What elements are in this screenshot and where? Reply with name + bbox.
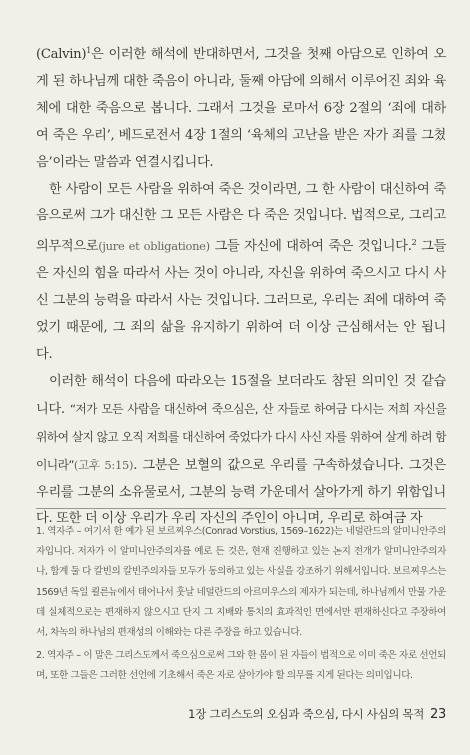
- main-text: [36, 38, 446, 533]
- scripture-reference: (고후 5:15): [73, 457, 134, 472]
- footnote-divider: [36, 508, 446, 509]
- running-footer: [150, 706, 446, 722]
- paragraph-1: [36, 38, 446, 177]
- chapter-title: 1장 그리스도의 오심과 죽으심, 다시 사심의 목적: [188, 707, 425, 721]
- p3-text-a: 이러한 해석이 다음에 따라오는 15절을 보더라도 참된 의미인 것 같습니다.: [36, 373, 446, 417]
- p2-text-b: 그들 자신에 대하여 죽은 것입니다.: [209, 239, 412, 255]
- scripture-quote: “저가 모든 사람을 대신하여 죽으심은, 산 자들로 하여금 다시는 저희 자신을 위하여 살지 않고 오직 저희를 대신하여 죽었다가 다시 사신 자를 위하여 살게 하려 함이니라”: [36, 401, 446, 472]
- p2-text-a: 한 사람이 모든 사람을 위하여 죽은 것이라면, 그 한 사람이 대신하여 죽음으로써 그가 대신한 그 모든 사람은 다 죽은 것입니다. 법적으로, 그리고 의무적으로: [36, 181, 446, 255]
- p1-text-b: 은 이러한 해석에 반대하면서, 그것을 첫째 아담으로 인하여 오게 된 하나님께 대한 죽음이 아니라, 둘째 아담에 의해서 이루어진 죄와 육체에 대한 죽음으로 봅니다. 그래서 그것을 로마서 6장 2절의 ‘죄에 대하여 죽은 우리’, 베드로전서 4장 1절의 ‘육체의 고난을 받은 자가 죄를 그쳤음’이라는 말씀과 연결시킵니다.: [36, 47, 446, 170]
- footnote-1: 1. 역자주 – 여기서 한 예가 된 보르찌우스(Conrad Vorstius, 1569–1622)는 네덜란드의 알미니안주의자입니다. 저자가 이 알미니안주의자를 예로 든 것은, 현재 진행하고 있는 논지 전개가 알미니안주의자나, 합계 둘 다 칼빈의 칼빈주의자들 모두가 동의하고 있는 사실을 강조하기 위해서입니다. 보르찌우스는 1569년 독일 쾰른뉴에서 태어나서 훗날 네덜란드의 아르미우스의 제자가 되는데, 하나님께서 만물 가운데 실체적으로는 편재하지 않으시고 단지 그 지배와 통치의 효과적인 면에서만 편재하신다고 주장하여서, 차녹의 하나님의 편재성의 이해와는 다른 주장을 하고 있습니다.: [36, 526, 446, 639]
- p2-latin: (jure et obligatione): [98, 239, 210, 254]
- p3-text-b: . 그분은 보혈의 값으로 우리를 구속하셨습니다. 그것은 우리를 그분의 소유물로서, 그분의 능력 가운데서 살아가게 하기 위함입니다. 또한 더 이상 우리가 우리 자신의 주인이 아니며, 우리로 하여금 자: [36, 457, 446, 527]
- p1-text-a: (Calvin): [36, 47, 87, 62]
- footnote-ref-2: 2: [411, 238, 417, 248]
- footnote-ref-1: 1: [86, 46, 92, 55]
- footnote-2: 2. 역자주 – 이 말은 그리스도께서 죽으심으로써 그와 한 몸이 된 자들이 법적으로 이미 죽은 자로 선언되며, 또한 그들은 그러한 선언에 기초해서 죽은 자로 살아가야 할 의무를 지게 된다는 의미입니다.: [36, 650, 446, 682]
- page-number: 23: [430, 707, 446, 722]
- footnotes: [36, 522, 446, 690]
- p2-text-c: 그들은 자신의 힘을 따라서 사는 것이 아니라, 자신을 위하여 죽으시고 다시 사신 그분의 능력을 따라서 사는 것입니다. 그러므로, 우리는 죄에 대하여 죽었기 때문에, 그 죄의 삶을 유지하기 위하여 더 이상 근심해서는 안 됩니다.: [36, 239, 447, 362]
- paragraph-2: [36, 177, 446, 369]
